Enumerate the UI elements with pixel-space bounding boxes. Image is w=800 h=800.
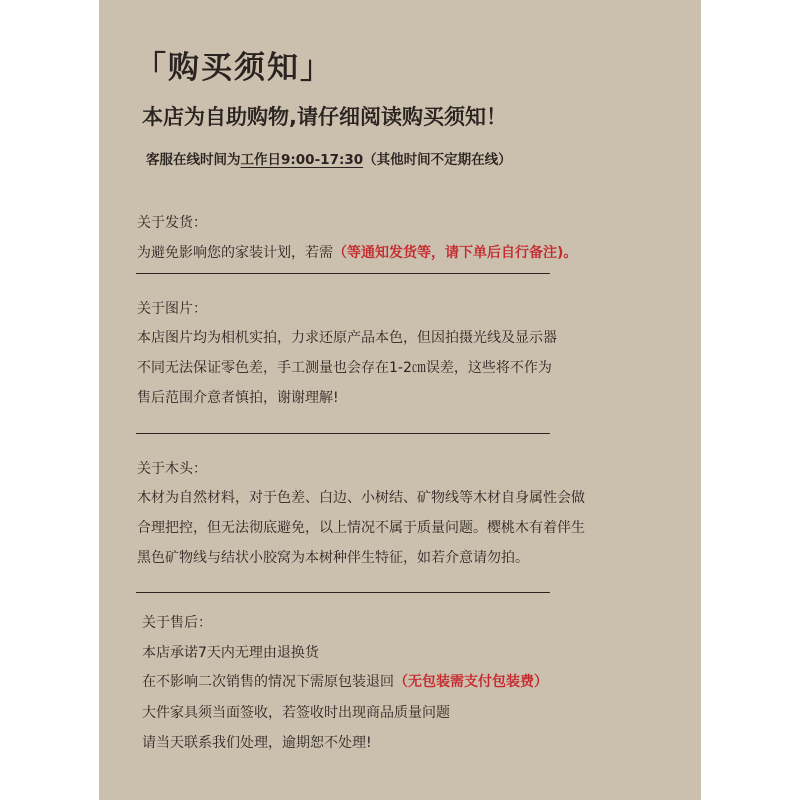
page-title: 「购买须知」 (135, 50, 333, 86)
section-line: 本店图片均为相机实拍，力求还原产品本色，但因拍摄光线及显示器 (137, 330, 557, 346)
service-prefix: 客服在线时间为 (146, 152, 241, 168)
section-divider (136, 592, 550, 593)
section-line (142, 671, 548, 691)
section-heading-pictures: 关于图片： (137, 301, 207, 317)
section-line: 合理把控，但无法彻底避免，以上情况不属于质量问题。樱桃木有着伴生 (137, 520, 585, 536)
section-line: 售后范围介意者慎拍，谢谢理解! (137, 390, 339, 406)
section-line: 黑色矿物线与结状小胶窝为本树种伴生特征，如若介意请勿拍。 (137, 550, 529, 566)
section-line: 请当天联系我们处理，逾期恕不处理! (142, 735, 372, 751)
page-subtitle: 本店为自助购物,请仔细阅读购买须知！ (142, 105, 507, 129)
section-line (137, 242, 577, 262)
service-hours (146, 148, 512, 168)
section-heading-after-sales: 关于售后： (142, 615, 212, 631)
section-heading-wood: 关于木头： (137, 461, 207, 477)
section-heading-shipping: 关于发货： (137, 215, 207, 231)
section-divider (136, 433, 550, 434)
line-text: 为避免影响您的家装计划，若需 (137, 245, 333, 261)
service-suffix: （其他时间不定期在线） (363, 152, 512, 168)
section-line: 不同无法保证零色差，手工测量也会存在1-2㎝误差，这些将不作为 (137, 360, 552, 376)
line-highlight: （等通知发货等，请下单后自行备注)。 (333, 245, 578, 261)
line-highlight: （无包装需支付包装费） (394, 674, 548, 690)
section-line: 大件家具须当面签收，若签收时出现商品质量问题 (142, 705, 450, 721)
section-line: 本店承诺7天内无理由退换货 (142, 645, 319, 661)
section-line: 木材为自然材料，对于色差、白边、小树结、矿物线等木材自身属性会做 (137, 490, 585, 506)
service-hours-value: 工作日9:00-17:30 (240, 152, 364, 168)
line-text: 在不影响二次销售的情况下需原包装退回 (142, 674, 394, 690)
section-divider (136, 273, 550, 274)
